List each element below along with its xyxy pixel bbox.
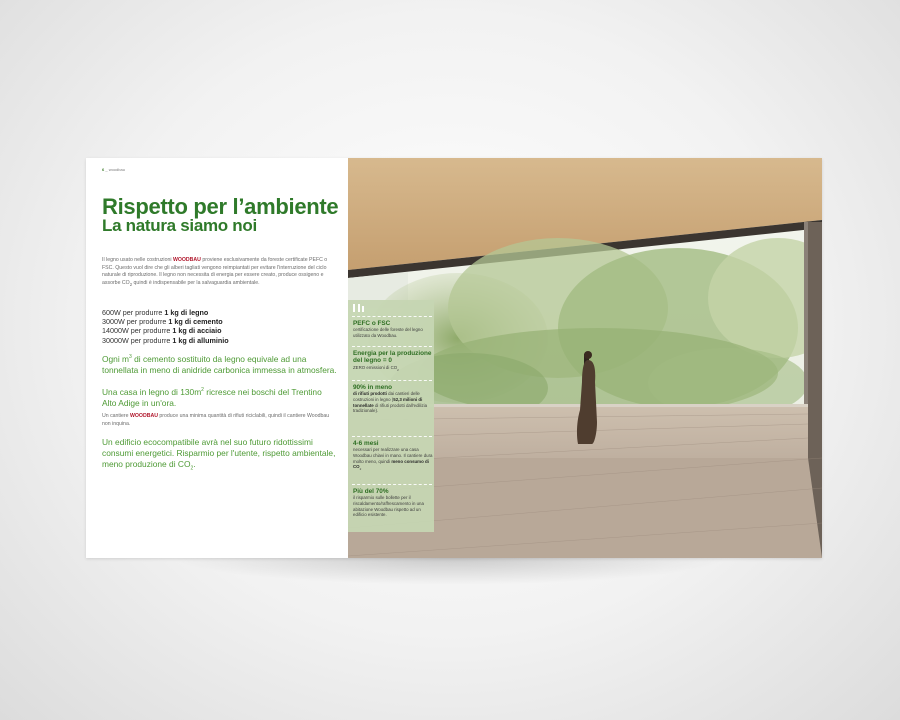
panel-item-energy: Energia per la produzione del legno = 0 ZERO emissioni di $CO_2$ (353, 350, 432, 372)
cement-fact: Ogni $m^3$ di cemento sostituito da legno equivale ad una tonnellata in meno di anidride carbonica immessa in atmosfera. (102, 353, 337, 375)
panel-separator (352, 316, 432, 317)
energy-row: 3000W per produrre 1 kg di cemento (102, 317, 223, 327)
energy-row: 600W per produrre 1 kg di legno (102, 308, 209, 317)
panel-separator (352, 436, 432, 437)
page-subtitle: La natura siamo noi (102, 216, 257, 235)
page-title: Rispetto per l’ambiente (102, 194, 339, 219)
forest-fact: Una casa in legno di $130m^2$ ricresce nei boschi del Trentino Alto Adige in un'ora. (102, 386, 322, 408)
intro-paragraph: Il legno usato nelle costruzioni WOODBAU proviene esclusivamente da foreste certificate PEFC o FSC. Questo vuol dire che gli alberi tagliati vengono reimpiantati per evitare l'interruzione del ciclo naturale di riproduzione. Il legno non necessita di energia per essere creato, produce ossigeno e assorbe $CO_2$ quindi è indispensabile per la salvaguardia ambientale. (102, 257, 328, 287)
panel-separator (352, 346, 432, 347)
site-waste-paragraph: Un cantiere WOODBAU produce una minima quantità di rifiuti riciclabili, quindi il cantiere Woodbau non inquina. (102, 413, 330, 427)
energy-row: 30000W per produrre 1 kg di alluminio (102, 335, 229, 345)
brand-name: WOODBAU (129, 413, 158, 419)
brochure-spread (86, 158, 822, 558)
panel-separator (352, 380, 432, 381)
energy-row: 14000W per produrre 1 kg di acciaio (102, 326, 222, 336)
eco-building-fact: Un edificio ecocompatibile avrà nel suo futuro ridottissimi consumi energetici. Risparmio per l'utente, rispetto ambientale, meno produzione di $CO_2$. (102, 437, 336, 472)
panel-item-waste: 90% in meno di rifiuti prodotti dai cantieri delle costruzioni in legno (52,3 milioni di tonnellate di rifiuti prodotti dall'edilizia tradizionale). (353, 384, 428, 414)
energy-list (102, 308, 229, 345)
left-page (86, 158, 348, 558)
tree-icon (352, 303, 366, 313)
panel-item-savings: Più del 70% il risparmio sulle bollette per il riscaldamento/raffrescamento in una abitazione Woodbau rispetto ad un edificio esistente. (353, 488, 424, 518)
panel-item-certification: PEFC o FSC certificazione delle foreste del legno utilizzato da Woodbau. (353, 320, 423, 338)
panel-item-duration: 4-6 mesi necessari per realizzare una casa Woodbau chiavi in mano. Il cantiere dura molto meno, quindi meno consumo di $CO_2$ (353, 440, 433, 472)
page-folio: 6 _ woodbau (102, 167, 125, 172)
panel-separator (352, 484, 432, 485)
brand-name: WOODBAU (172, 257, 201, 263)
facts-panel (348, 300, 434, 532)
